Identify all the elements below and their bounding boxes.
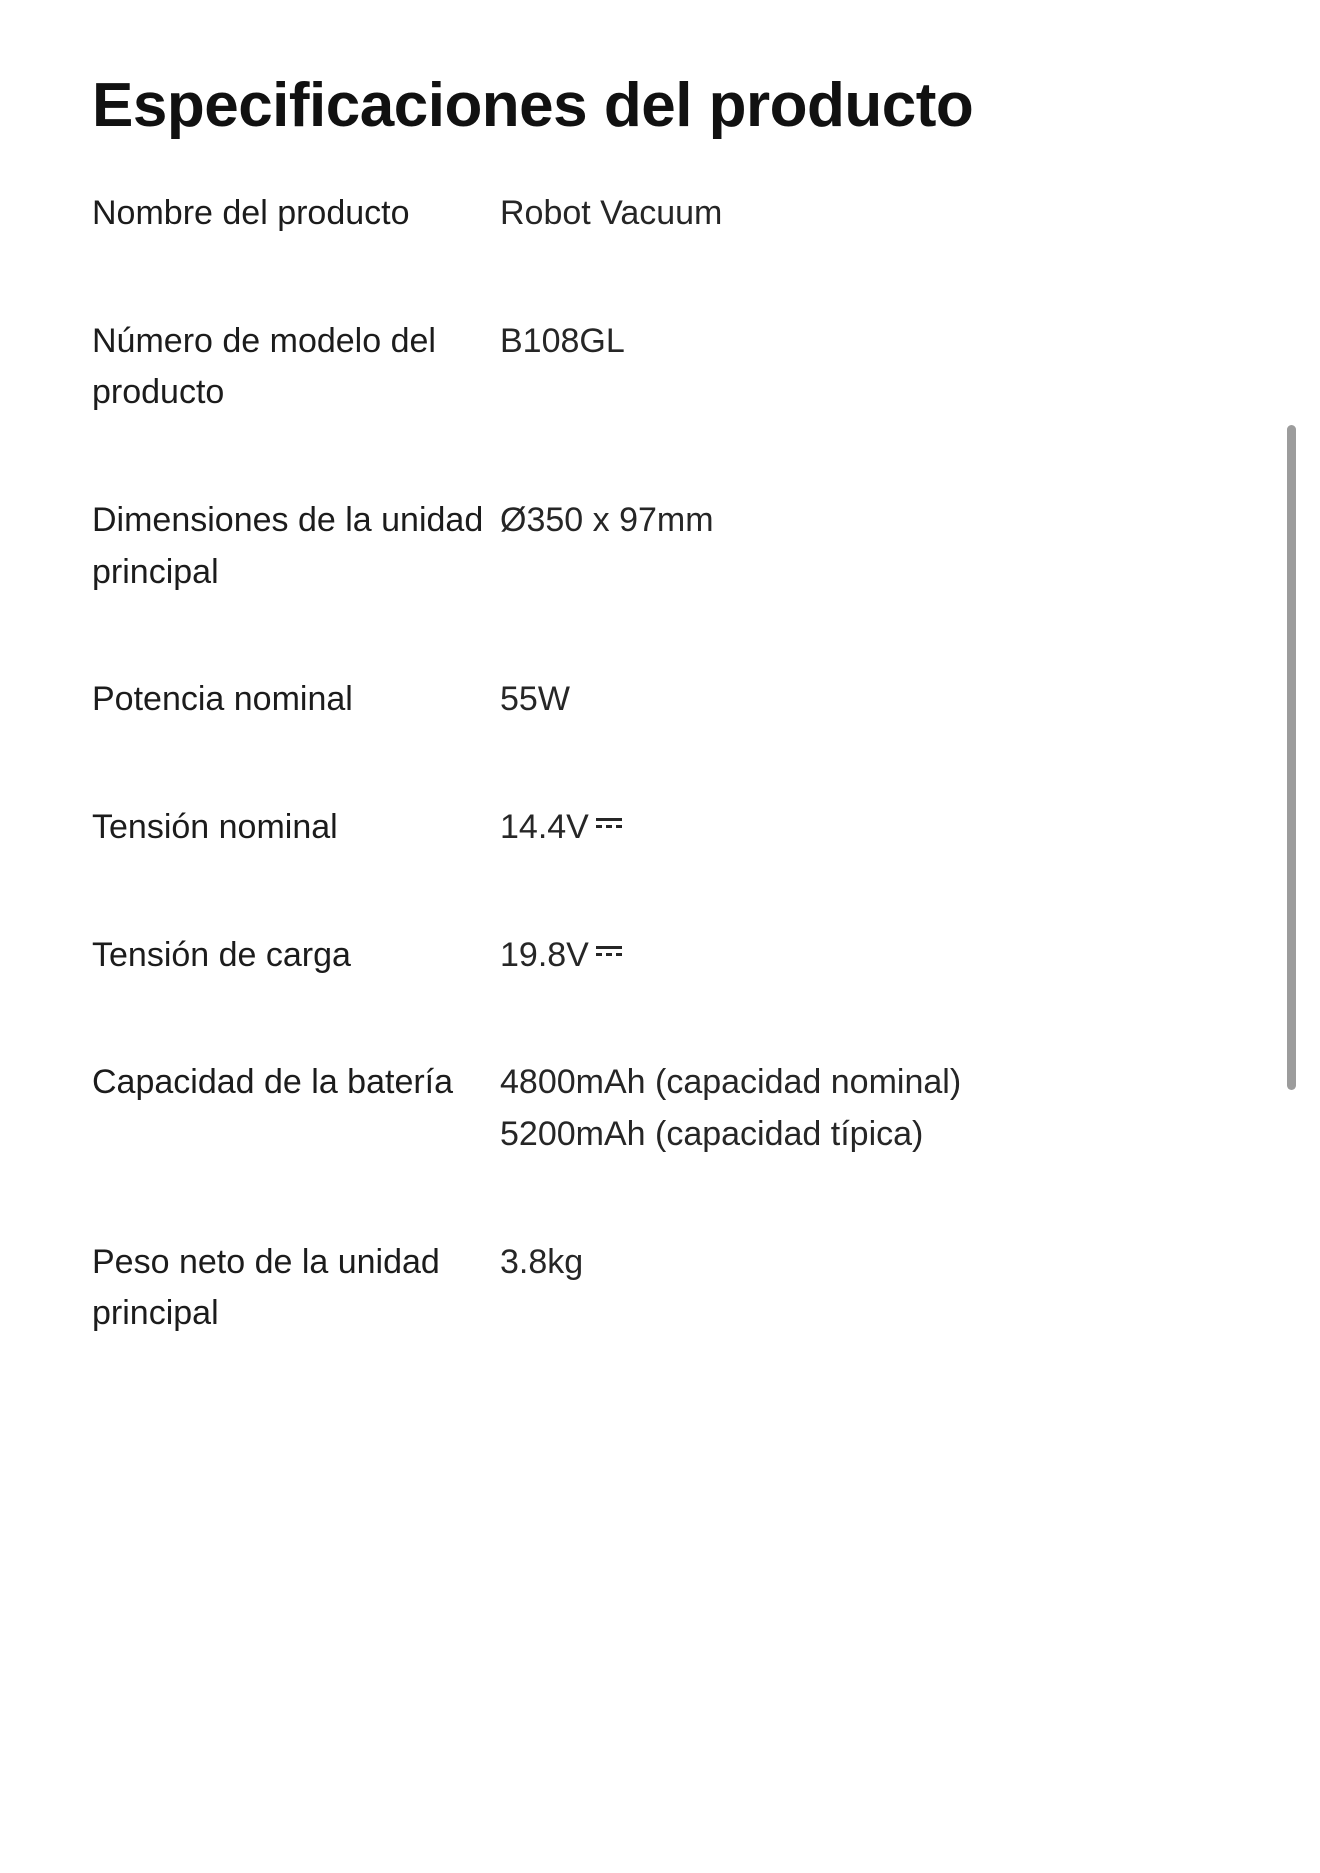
specifications-table: [92, 188, 1152, 1340]
spec-value-rated-voltage: [500, 802, 1152, 854]
spec-row-main-unit-dimensions: [92, 495, 1152, 598]
spec-value-product-model-number: [500, 316, 1152, 368]
spec-row-product-model-number: [92, 316, 1152, 419]
spec-value-battery-capacity: [500, 1057, 1152, 1160]
spec-value-line-wrapper: [500, 930, 1152, 982]
spec-label-product-name: Nombre del producto: [92, 194, 410, 232]
vertical-scrollbar-thumb[interactable]: [1287, 425, 1296, 1090]
spec-value-line: Ø350 x 97mm: [500, 501, 714, 540]
spec-value-line: B108GL: [500, 321, 625, 360]
spec-row-rated-power: [92, 674, 1152, 726]
spec-value-line: 4800mAh (capacidad nominal): [500, 1063, 962, 1102]
spec-label-rated-power: Potencia nominal: [92, 680, 353, 719]
spec-row-battery-capacity: [92, 1057, 1152, 1160]
spec-label-battery-capacity: Capacidad de la batería: [92, 1063, 454, 1102]
spec-value-main-unit-net-weight: [500, 1237, 1152, 1289]
spec-label-main-unit-net-weight: Peso neto de la unidad principal: [92, 1242, 440, 1333]
spec-label-main-unit-dimensions: Dimensiones de la unidad principal: [92, 501, 484, 591]
page-title: Especificaciones del producto: [92, 70, 974, 140]
spec-value-charging-voltage: [500, 930, 1152, 982]
spec-row-rated-voltage: [92, 802, 1152, 854]
spec-row-charging-voltage: [92, 930, 1152, 982]
spec-label-rated-voltage: Tensión nominal: [92, 808, 338, 847]
spec-value-line: Robot Vacuum: [500, 194, 723, 232]
spec-label-charging-voltage: Tensión de carga: [92, 935, 351, 974]
spec-label-product-model-number: Número de modelo del producto: [92, 321, 436, 412]
spec-value-line-wrapper: [500, 802, 1152, 854]
spec-row-main-unit-net-weight: [92, 1237, 1152, 1340]
spec-row-product-name: [92, 188, 1152, 240]
spec-value-line: 55W: [500, 680, 570, 719]
dc-current-symbol-icon: [596, 814, 622, 834]
spec-value-product-name: [500, 188, 1152, 240]
dc-current-symbol-icon: [596, 942, 622, 962]
spec-value-line: 5200mAh (capacidad típica): [500, 1115, 924, 1154]
spec-value-text: 14.4V: [500, 808, 589, 847]
spec-value-line: 3.8kg: [500, 1242, 584, 1281]
spec-value-rated-power: [500, 674, 1152, 726]
spec-value-main-unit-dimensions: [500, 495, 1152, 547]
spec-value-text: 19.8V: [500, 935, 589, 974]
